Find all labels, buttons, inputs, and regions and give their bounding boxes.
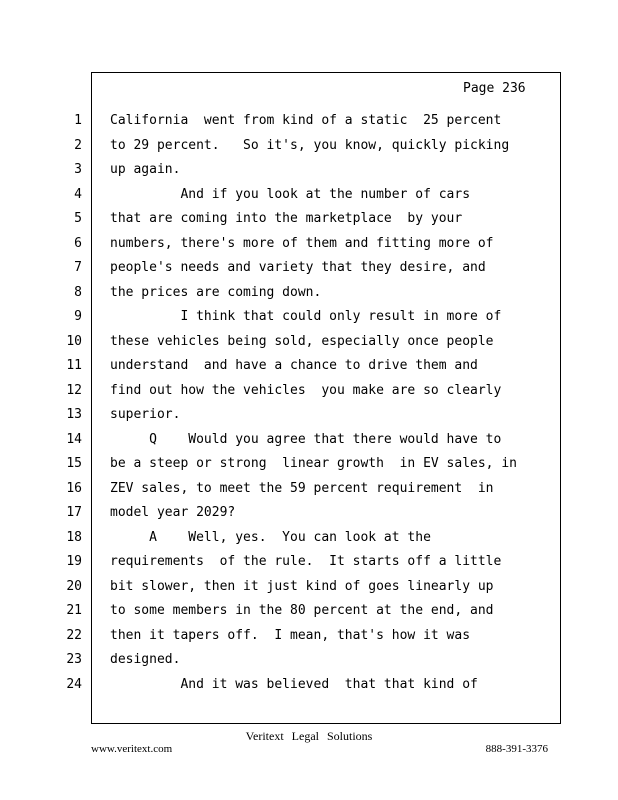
line-number: 13 xyxy=(66,407,82,422)
transcript-line xyxy=(0,330,618,354)
footer-website: www.veritext.com xyxy=(91,743,173,755)
line-number: 15 xyxy=(66,456,82,471)
page-number: Page 236 xyxy=(463,81,526,96)
transcript-line xyxy=(0,183,618,207)
line-number: 4 xyxy=(74,186,82,202)
line-text: superior. xyxy=(110,407,181,422)
transcript-line xyxy=(0,648,618,672)
transcript-line xyxy=(0,428,618,452)
line-text: And if you look at the number of cars xyxy=(110,186,471,202)
transcript-line xyxy=(0,109,618,133)
line-number: 1 xyxy=(74,113,82,128)
line-text: Q Would you agree that there would have to xyxy=(110,431,502,447)
line-text: ZEV sales, to meet the 59 percent requirement in xyxy=(110,480,494,496)
line-number: 9 xyxy=(74,309,82,324)
transcript-line xyxy=(0,673,618,697)
line-number: 10 xyxy=(66,333,82,349)
line-number: 3 xyxy=(74,162,82,177)
line-number: 8 xyxy=(74,284,82,300)
line-text: And it was believed that that kind of xyxy=(110,676,478,692)
transcript-line xyxy=(0,599,618,623)
footer-phone: 888-391-3376 xyxy=(485,743,548,755)
line-text: be a steep or strong linear growth in EV sales, in xyxy=(110,456,517,471)
footer-company: Veritext Legal Solutions xyxy=(245,729,373,743)
transcript-line xyxy=(0,624,618,648)
line-text: then it tapers off. I mean, that's how it was xyxy=(110,627,471,643)
line-number: 12 xyxy=(66,382,82,398)
line-text: A Well, yes. You can look at the xyxy=(110,529,431,545)
transcript-line xyxy=(0,477,618,501)
line-text: find out how the vehicles you make are so clearly xyxy=(110,382,502,398)
transcript-line xyxy=(0,281,618,305)
line-text: to 29 percent. So it's, you know, quickly picking xyxy=(110,137,510,153)
line-text: that are coming into the marketplace by your xyxy=(110,211,463,226)
line-text: model year 2029? xyxy=(110,505,236,520)
line-number: 19 xyxy=(66,554,82,569)
line-number: 2 xyxy=(74,137,82,153)
transcript-line xyxy=(0,158,618,182)
line-number: 17 xyxy=(66,505,82,520)
line-number: 14 xyxy=(66,431,82,447)
line-number: 23 xyxy=(66,652,82,667)
line-text: the prices are coming down. xyxy=(110,284,322,300)
transcript-line xyxy=(0,207,618,231)
line-text: I think that could only result in more of xyxy=(110,309,502,324)
line-text: up again. xyxy=(110,162,181,177)
line-number: 22 xyxy=(66,627,82,643)
line-number: 6 xyxy=(74,235,82,251)
line-text: designed. xyxy=(110,652,181,667)
line-number: 16 xyxy=(66,480,82,496)
line-text: California went from kind of a static 25 percent xyxy=(110,113,502,128)
line-text: to some members in the 80 percent at the end, and xyxy=(110,603,494,618)
line-number: 24 xyxy=(66,676,82,692)
line-text: bit slower, then it just kind of goes linearly up xyxy=(110,578,494,594)
line-number: 11 xyxy=(66,358,82,373)
transcript-line xyxy=(0,575,618,599)
line-text: people's needs and variety that they desire, and xyxy=(110,260,486,275)
transcript-line xyxy=(0,403,618,427)
line-number: 18 xyxy=(66,529,82,545)
line-number: 5 xyxy=(74,211,82,226)
line-number: 20 xyxy=(66,578,82,594)
transcript-line xyxy=(0,134,618,158)
transcript-line xyxy=(0,354,618,378)
transcript-line xyxy=(0,379,618,403)
line-number: 21 xyxy=(66,603,82,618)
transcript-line xyxy=(0,550,618,574)
transcript-line xyxy=(0,232,618,256)
line-text: these vehicles being sold, especially once people xyxy=(110,333,494,349)
transcript-line xyxy=(0,526,618,550)
transcript-line xyxy=(0,452,618,476)
transcript-line xyxy=(0,501,618,525)
transcript-line xyxy=(0,305,618,329)
transcript-line xyxy=(0,256,618,280)
line-number: 7 xyxy=(74,260,82,275)
line-text: understand and have a chance to drive them and xyxy=(110,358,478,373)
line-text: numbers, there's more of them and fitting more of xyxy=(110,235,494,251)
line-text: requirements of the rule. It starts off a little xyxy=(110,554,502,569)
